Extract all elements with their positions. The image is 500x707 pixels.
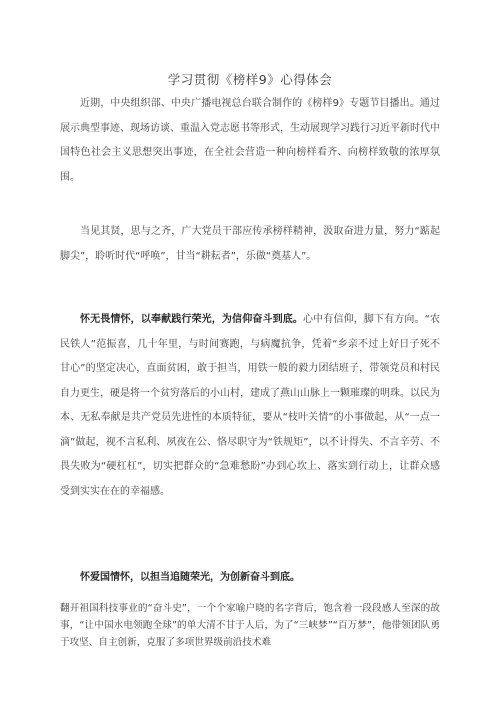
document-title: 学习贯彻《榜样9》心得体会 [167, 72, 333, 87]
paragraph-2-text: 当见其贤，思与之齐，广大党员干部应传承榜样精神，汲取奋进力量，努力“踮起脚尖”，聆听时代“呼唤”，甘当“耕耘者”，乐做“奠基人”。 [60, 226, 440, 262]
paragraph-2 [60, 220, 440, 269]
paragraph-4-text: 翻开祖国科技事业的“奋斗史”，一个个家喻户晓的名字背后，饱含着一段段感人至深的故事，“让中国水电领跑全球”的单大清不甘于人后，为了“三峡梦”“百万梦”，他带领团队勇于攻坚、自主创新，克服了多项世界级前沿技术难 [60, 603, 440, 648]
paragraph-4-body [60, 600, 440, 651]
paragraph-4-lead: 怀爱国情怀，以担当追随荣光，为创新奋斗到底。 [80, 572, 300, 583]
paragraph-3 [60, 308, 440, 504]
paragraph-3-text: 心中有信仰，脚下有方向。“农民铁人”范振喜，几十年里，与时间赛跑，与病魔抗争，凭着“乡亲不过上好日子死不甘心”的坚定决心，直面贫困，敢于担当，用铁一般的毅力团结班子，带领党员和村民自力更生，硬是将一个贫穷落后的小山村，建成了燕山山脉上一颗璀璨的明珠。以民为本、无私奉献是共产党员先进性的本质特征，要从“枝叶关情”的小事做起，从“一点一滴”做起，视不言私利、夙夜在公、恪尽职守为“铁规矩”，以不计得失、不言辛劳、不畏失败为“硬杠杠”，切实把群众的“急难愁盼”办到心坎上、落实到行动上，让群众感受到实实在在的幸福感。 [60, 314, 440, 497]
paragraph-3-lead: 怀无畏情怀，以奉献践行荣光，为信仰奋斗到底。 [80, 314, 304, 325]
paragraph-1 [60, 92, 440, 190]
paragraph-1-text: 近期，中央组织部、中央广播电视总台联合制作的《榜样9》专题节目播出。通过展示典型事迹、现场访谈、重温入党志愿书等形式，生动展现学习践行习近平新时代中国特色社会主义思想突出事迹，在全社会营造一种向榜样看齐、向榜样致敬的浓厚氛围。 [60, 98, 440, 183]
paragraph-4 [60, 566, 440, 591]
